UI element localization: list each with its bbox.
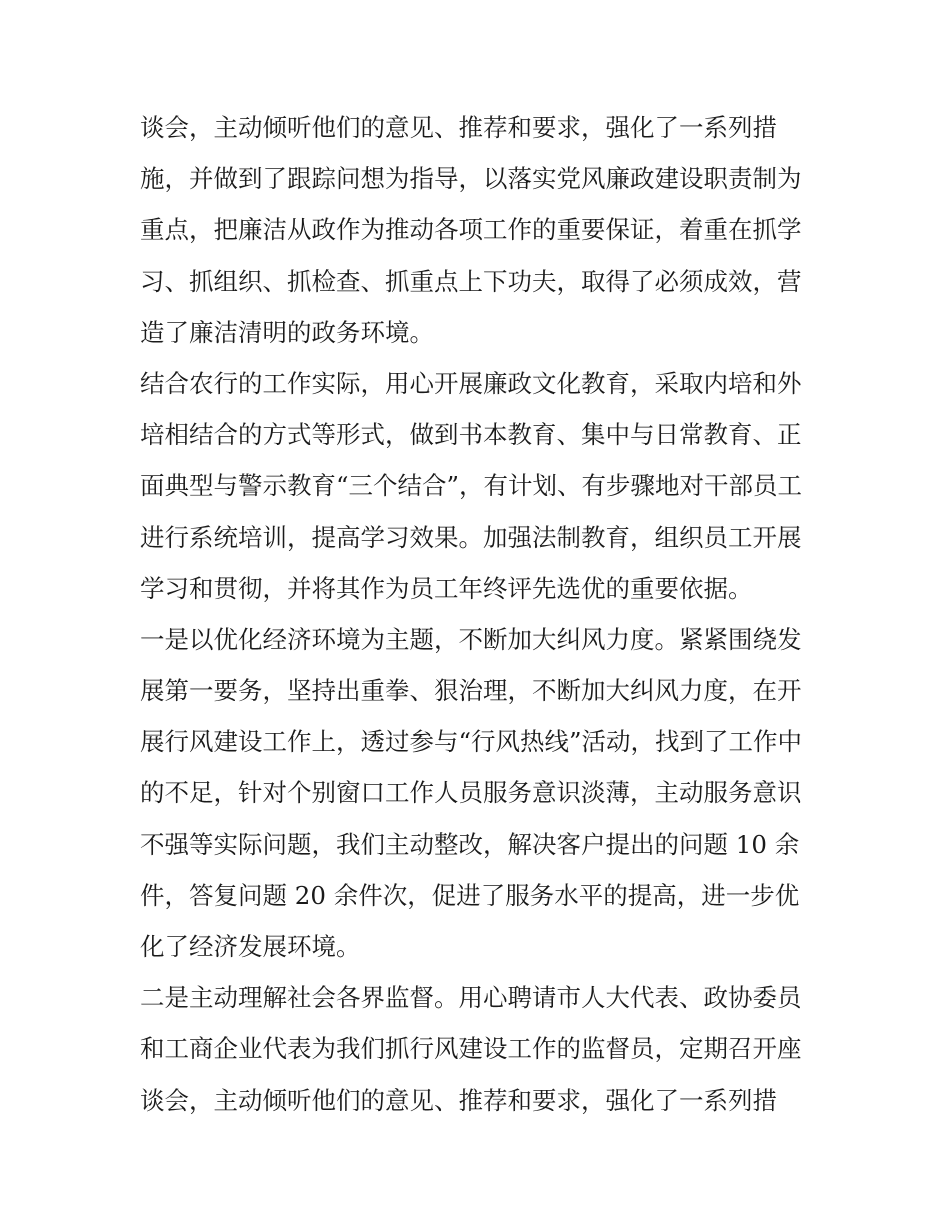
text-line: 二是主动理解社会各界监督。用心聘请市人大代表、政协委员 (140, 983, 802, 1013)
text-line: 培相结合的方式等形式，做到书本教育、集中与日常教育、正 (140, 420, 802, 450)
text-line: 重点，把廉洁从政作为推动各项工作的重要保证，着重在抓学 (140, 215, 802, 245)
text-line: 件，答复问题 20 余件次，促进了服务水平的提高，进一步优 (140, 880, 800, 910)
text-line: 进行系统培训，提高学习效果。加强法制教育，组织员工开展 (140, 522, 802, 552)
text-line: 展行风建设工作上，透过参与“行风热线”活动，找到了工作中 (140, 727, 803, 757)
text-line: 不强等实际问题，我们主动整改，解决客户提出的问题 10 余 (140, 829, 800, 859)
text-line: 谈会，主动倾听他们的意见、推荐和要求，强化了一系列措 (140, 1085, 777, 1115)
text-line: 结合农行的工作实际，用心开展廉政文化教育，采取内培和外 (140, 368, 802, 398)
text-line: 的不足，针对个别窗口工作人员服务意识淡薄，主动服务意识 (140, 778, 802, 808)
text-line: 施，并做到了跟踪问想为指导，以落实党风廉政建设职责制为 (140, 164, 802, 194)
text-line: 谈会，主动倾听他们的意见、推荐和要求，强化了一系列措 (140, 113, 777, 142)
text-line: 和工商企业代表为我们抓行风建设工作的监督员，定期召开座 (140, 1034, 802, 1064)
text-line: 造了廉洁清明的政务环境。 (140, 317, 434, 347)
text-line: 习、抓组织、抓检查、抓重点上下功夫，取得了必须成效，营 (140, 266, 802, 296)
body-text (140, 102, 812, 1126)
text-line: 面典型与警示教育“三个结合”，有计划、有步骤地对干部员工 (140, 471, 803, 501)
text-line: 一是以优化经济环境为主题，不断加大纠风力度。紧紧围绕发 (140, 624, 802, 654)
text-line: 展第一要务，坚持出重拳、狠治理，不断加大纠风力度，在开 (140, 676, 802, 706)
text-line: 化了经济发展环境。 (140, 932, 361, 961)
text-line: 学习和贯彻，并将其作为员工年终评先选优的重要依据。 (140, 573, 753, 603)
